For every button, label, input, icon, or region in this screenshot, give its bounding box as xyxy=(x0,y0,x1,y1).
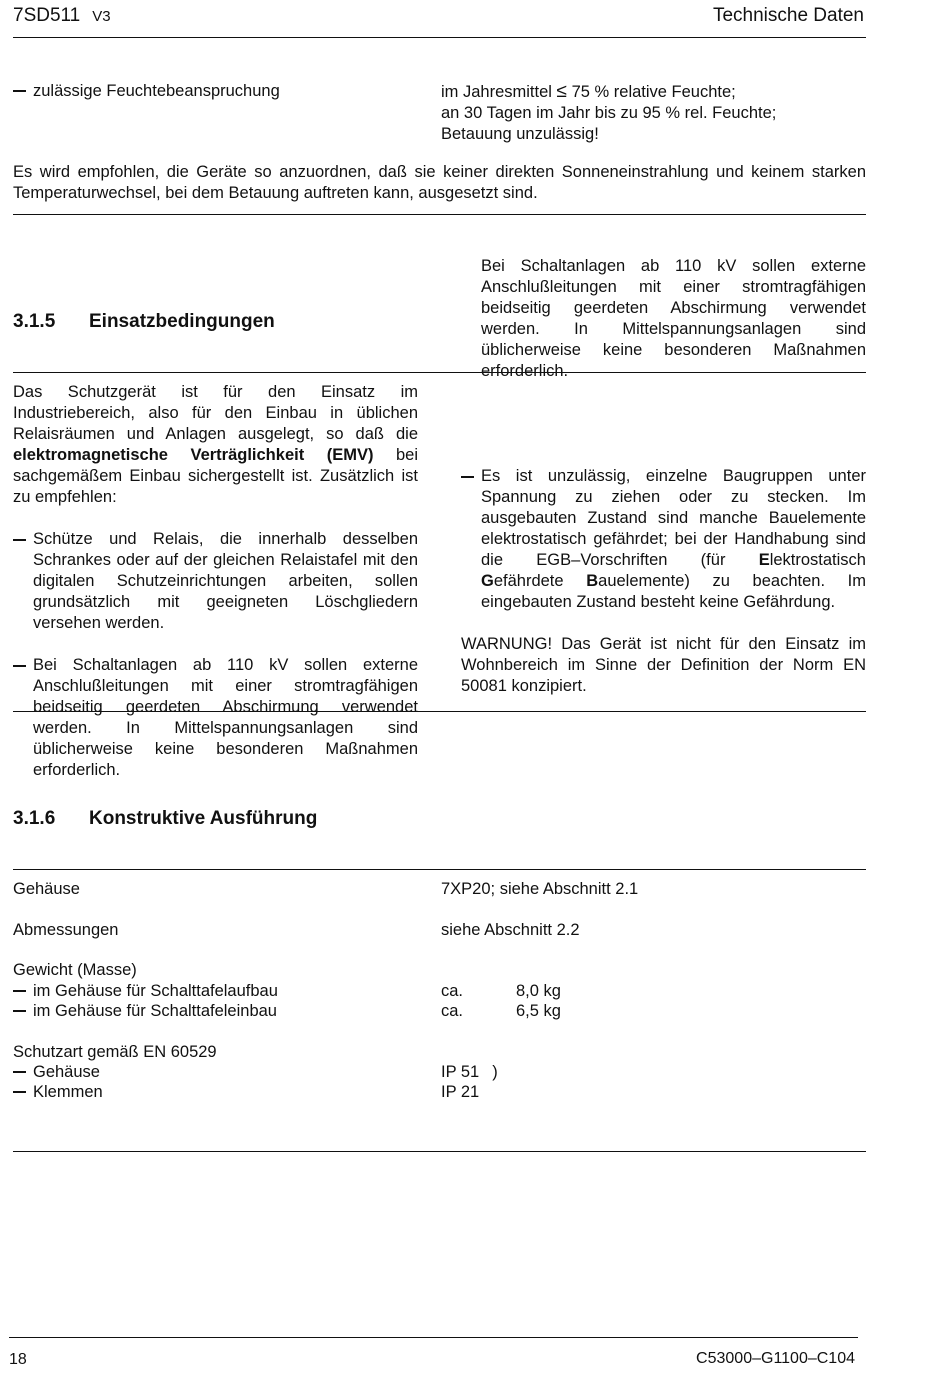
dash-icon xyxy=(13,539,26,541)
section-rule xyxy=(13,869,866,870)
section-rule xyxy=(13,711,866,712)
dash-icon xyxy=(461,476,474,478)
einsatz-right-column xyxy=(461,257,866,697)
footer-rule xyxy=(9,1337,858,1338)
abmessungen-label: Abmessungen xyxy=(13,921,119,939)
gewicht-einbau-value: 6,5 kg xyxy=(516,1002,561,1020)
dash-icon xyxy=(13,1071,26,1073)
gehaeuse-label: Gehäuse xyxy=(13,880,80,898)
list-item-continuation: Bei Schaltanlagen ab 110 kV sollen externe Anschlußleitungen mit einer stromtragfähigen beidseitig geerdeten Abschirmung verwendet werden. In Mittelspannungsanlagen sind üblicherweise keine besonderen Maßnahmen erforderlich. xyxy=(481,257,866,380)
list-item: Bei Schaltanlagen ab 110 kV sollen externe Anschlußleitungen mit einer stromtragfähigen beidseitig geerdeten Abschirmung verwendet werden. In Mittelspannungsanlagen sind üblicherweise keine besonderen Maßnahmen erforderlich. xyxy=(13,655,418,718)
einsatz-intro: Das Schutzgerät ist für den Einsatz im Industriebereich, also für den Einbau in üblichen Relaisräumen und Anlagen ausgelegt, so daß die elektromagnetische Verträglichkeit (EMV) bei sachgemäßem Einbau sichergestellt ist. Zusätzlich ist zu empfehlen: xyxy=(13,383,418,506)
humidity-recommendation: Es wird empfohlen, die Geräte so anzuordnen, daß sie keiner direkten Sonneneinstrahlung und keinem starken Temperaturwechsel, bei dem Betauung auftreten kann, ausgesetzt sind. xyxy=(13,163,866,202)
dash-icon xyxy=(13,90,26,92)
gewicht-aufbau-value: 8,0 kg xyxy=(516,982,561,1000)
gewicht-aufbau-label: im Gehäuse für Schalttafelaufbau xyxy=(13,981,278,1002)
gewicht-einbau-label: im Gehäuse für Schalttafeleinbau xyxy=(13,1001,277,1022)
dash-icon xyxy=(13,1010,26,1012)
schutzart-gehaeuse-label: Gehäuse xyxy=(13,1062,100,1083)
gehaeuse-value: 7XP20; siehe Abschnitt 2.1 xyxy=(441,880,639,898)
humidity-label: zulässige Feuchtebeanspruchung xyxy=(13,81,280,102)
schutzart-label: Schutzart gemäß EN 60529 xyxy=(13,1043,217,1061)
list-item: Es ist unzulässig, einzelne Baugruppen unter Spannung zu ziehen oder zu stecken. Im ausgebauten Zustand sind manche Bauelemente elektrostatisch gefährdet; bei der Handhabung sind die EGB–Vorschriften (für Elektrostatisch Gefährdete Bauelemente) zu beachten. Im eingebauten Zustand besteht keine Gefährdung. xyxy=(461,466,866,613)
section-rule xyxy=(13,214,866,215)
warning-text: WARNUNG! Das Gerät ist nicht für den Einsatz im Wohnbereich im Sinne der Definition der Norm EN 50081 konzipiert. xyxy=(461,635,866,695)
dash-icon xyxy=(13,1091,26,1093)
abmessungen-value: siehe Abschnitt 2.2 xyxy=(441,921,580,939)
schutzart-gehaeuse-value: IP 51 ) xyxy=(441,1063,498,1081)
section-heading-316: 3.1.6 Konstruktive Ausführung xyxy=(13,808,318,829)
list-item: Schütze und Relais, die innerhalb desselben Schrankes oder auf der gleichen Relaistafel mit den digitalen Schutzeinrichtungen arbeiten, sollen grundsätzlich mit geeigneten Löschgliedern versehen werden. xyxy=(13,529,418,634)
document-version: V3 xyxy=(92,8,111,25)
page-number: 18 xyxy=(9,1351,27,1368)
gewicht-einbau-ca: ca. xyxy=(441,1002,464,1020)
section-rule xyxy=(13,1151,866,1152)
schutzart-klemmen-label: Klemmen xyxy=(13,1082,103,1103)
section-heading-315: 3.1.5 Einsatzbedingungen xyxy=(13,311,275,332)
gewicht-label: Gewicht (Masse) xyxy=(13,961,137,979)
gewicht-aufbau-ca: ca. xyxy=(441,982,464,1000)
document-id: C53000–G1100–C104 xyxy=(696,1350,855,1367)
schutzart-klemmen-value: IP 21 xyxy=(441,1083,480,1101)
dash-icon xyxy=(13,990,26,992)
dash-icon xyxy=(13,665,26,667)
document-model: 7SD511 V3 xyxy=(13,5,111,26)
humidity-value: im Jahresmittel ≤ 75 % relative Feuchte; an 30 Tagen im Jahr bis zu 95 % rel. Feuchte; Betauung unzulässig! xyxy=(441,81,777,143)
einsatz-left-column xyxy=(13,382,418,779)
section-header: Technische Daten xyxy=(712,5,864,26)
header-rule xyxy=(13,37,866,38)
